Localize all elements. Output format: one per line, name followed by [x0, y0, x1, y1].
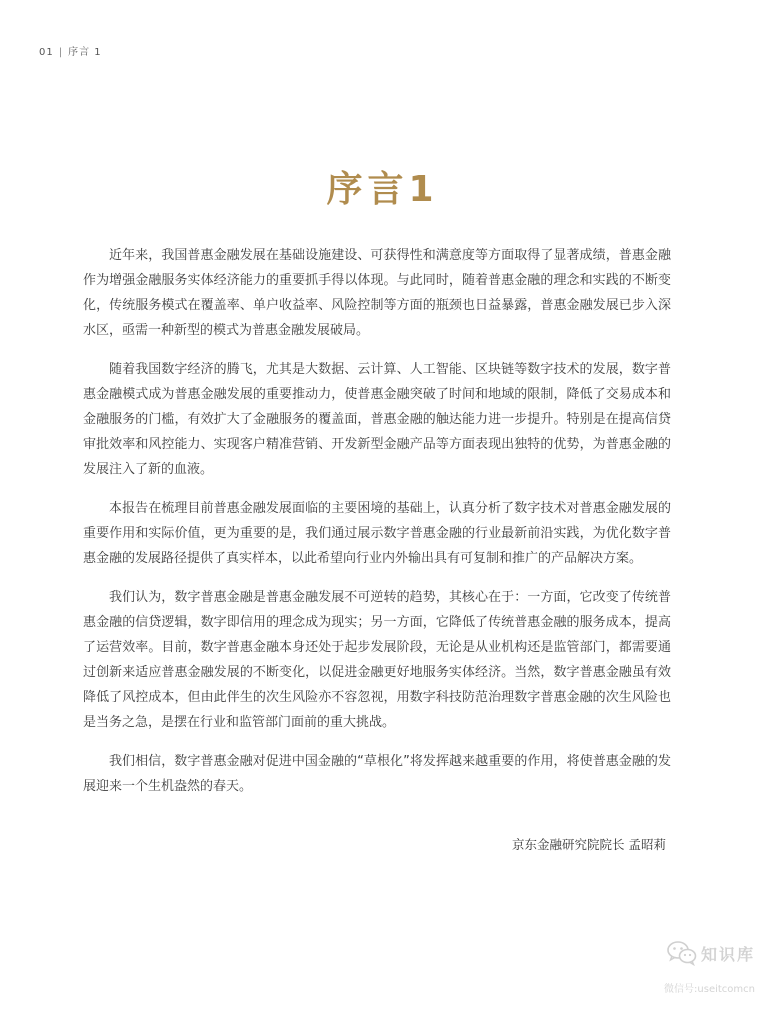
section-label: 序言 1: [68, 47, 102, 58]
author-signature: 京东金融研究院院长 孟昭莉: [512, 837, 666, 852]
header-separator: |: [58, 47, 64, 58]
wechat-icon: [667, 940, 697, 966]
page-number: 01: [39, 47, 54, 58]
watermark-brand-row: [667, 940, 755, 966]
watermark-brand: 知识库: [700, 944, 755, 964]
preface-body: [83, 243, 671, 813]
watermark: [647, 940, 755, 1012]
page-header: [39, 43, 102, 58]
paragraph-5: 我们相信，数字普惠金融对促进中国金融的“草根化”将发挥越来越重要的作用，将使普惠金融的发展迎来一个生机盎然的春天。: [83, 754, 671, 794]
watermark-subtitle: 微信号:useitcomcn: [664, 984, 755, 995]
paragraph-3: 本报告在梳理目前普惠金融发展面临的主要困境的基础上，认真分析了数字技术对普惠金融发展的重要作用和实际价值，更为重要的是，我们通过展示数字普惠金融的行业最新前沿实践，为优化数字普惠金融的发展路径提供了真实样本，以此希望向行业内外输出具有可复制和推广的产品解决方案。: [83, 501, 671, 566]
paragraph-4: 我们认为，数字普惠金融是普惠金融发展不可逆转的趋势，其核心在于：一方面，它改变了传统普惠金融的信贷逻辑，数字即信用的理念成为现实；另一方面，它降低了传统普惠金融的服务成本，提高了运营效率。目前，数字普惠金融本身还处于起步发展阶段，无论是从业机构还是监管部门，都需要通过创新来适应普惠金融发展的不断变化，以促进金融更好地服务实体经济。当然，数字普惠金融虽有效降低了风控成本，但由此伴生的次生风险亦不容忽视，用数字科技防范治理数字普惠金融的次生风险也是当务之急，是摆在行业和监管部门面前的重大挑战。: [83, 590, 671, 730]
paragraph-1: 近年来，我国普惠金融发展在基础设施建设、可获得性和满意度等方面取得了显著成绩，普惠金融作为增强金融服务实体经济能力的重要抓手得以体现。与此同时，随着普惠金融的理念和实践的不断变化，传统服务模式在覆盖率、单户收益率、风险控制等方面的瓶颈也日益暴露，普惠金融发展已步入深水区，亟需一种新型的模式为普惠金融发展破局。: [83, 248, 671, 338]
page-title: 序言1: [326, 169, 439, 210]
paragraph-2: 随着我国数字经济的腾飞，尤其是大数据、云计算、人工智能、区块链等数字技术的发展，数字普惠金融模式成为普惠金融发展的重要推动力，使普惠金融突破了时间和地域的限制，降低了交易成本和金融服务的门槛，有效扩大了金融服务的覆盖面，普惠金融的触达能力进一步提升。特别是在提高信贷审批效率和风控能力、实现客户精准营销、开发新型金融产品等方面表现出独特的优势，为普惠金融的发展注入了新的血液。: [83, 362, 671, 477]
